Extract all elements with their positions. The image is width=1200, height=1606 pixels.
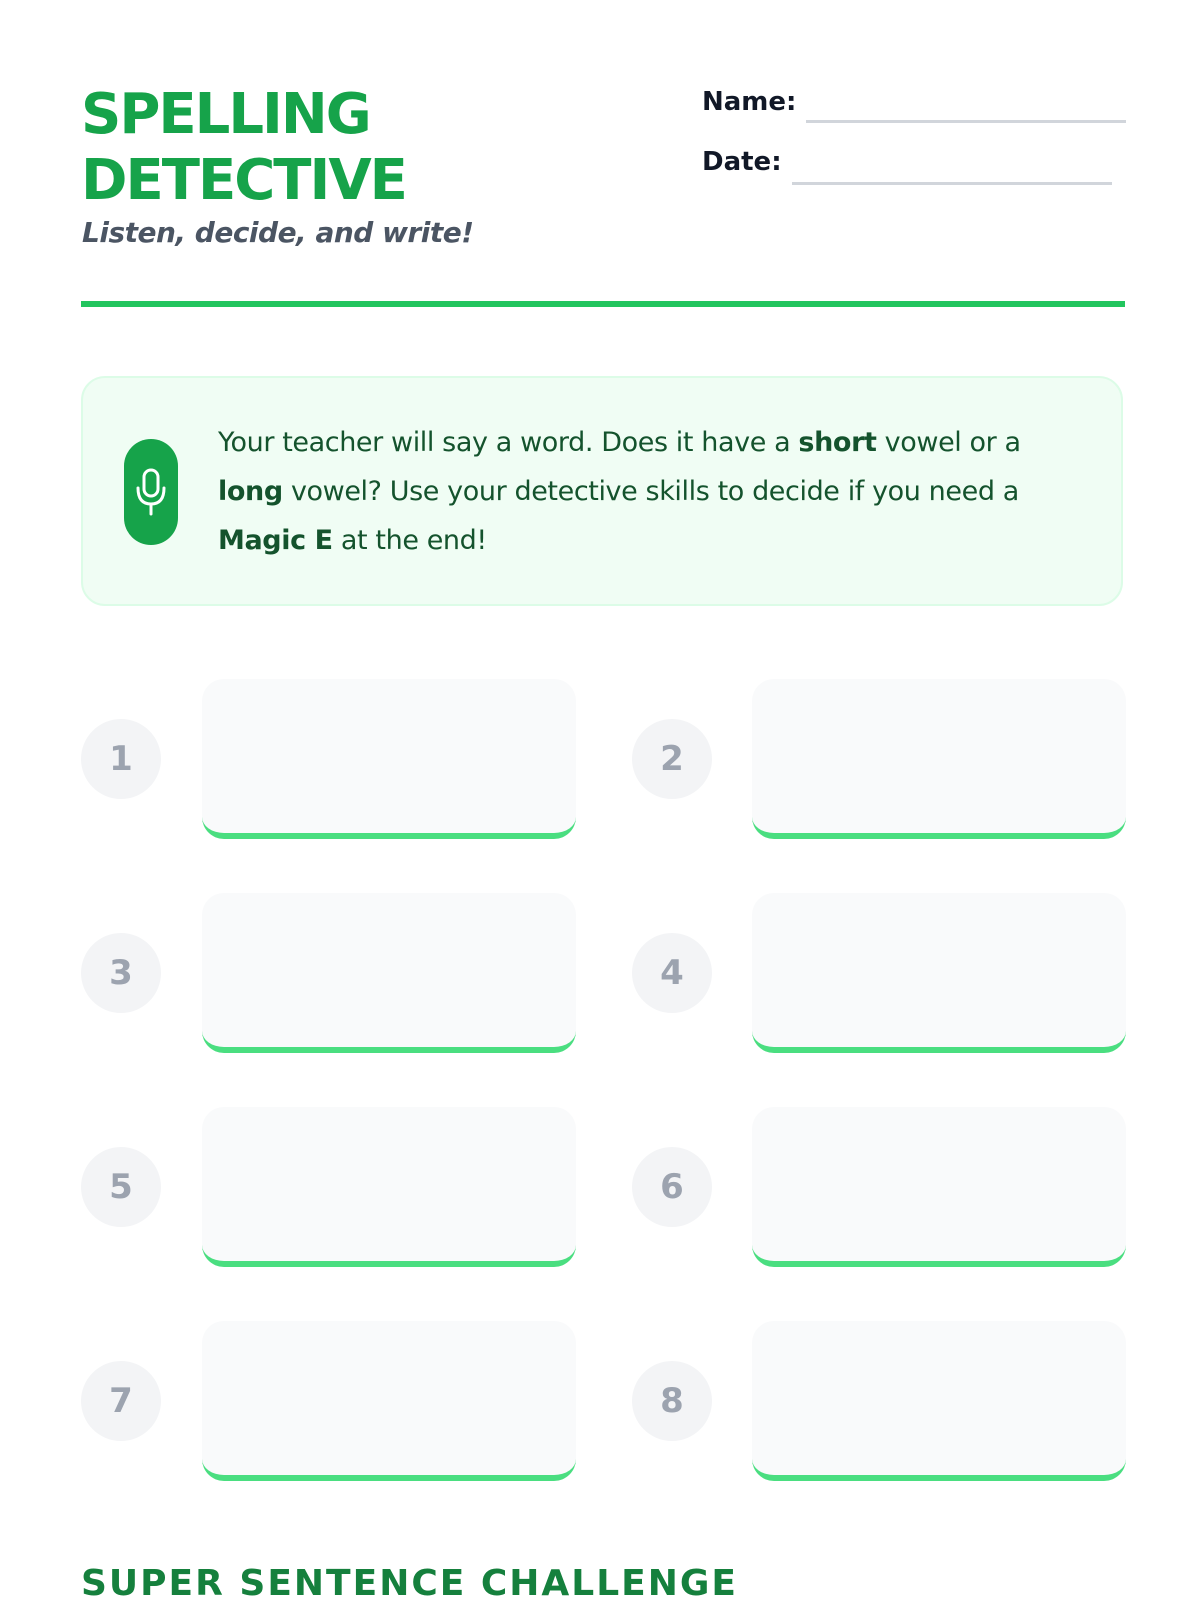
instructions-bold-short: short: [798, 427, 877, 458]
answer-box[interactable]: [202, 1321, 576, 1481]
item-number: 8: [632, 1361, 712, 1441]
item-number: 1: [81, 719, 161, 799]
item-number: 3: [81, 933, 161, 1013]
item-number: 7: [81, 1361, 161, 1441]
instructions-text-part: vowel? Use your detective skills to decide if you need a: [282, 476, 1019, 507]
instructions-text: [218, 418, 1078, 565]
title-line-1: SPELLING: [81, 82, 370, 147]
answer-box[interactable]: [752, 679, 1126, 839]
answer-box[interactable]: [202, 893, 576, 1053]
date-field[interactable]: [792, 182, 1112, 185]
instructions-text-part: vowel or a: [876, 427, 1021, 458]
answer-box[interactable]: [752, 893, 1126, 1053]
instructions-text-part: Your teacher will say a word. Does it have a: [218, 427, 799, 458]
answer-box[interactable]: [752, 1107, 1126, 1267]
answer-box[interactable]: [202, 679, 576, 839]
answer-box[interactable]: [752, 1321, 1126, 1481]
instructions-bold-long: long: [218, 476, 283, 507]
page-subtitle: Listen, decide, and write!: [82, 216, 474, 249]
instructions-text-part: at the end!: [332, 525, 487, 556]
item-number: 5: [81, 1147, 161, 1227]
instructions-bold-magic-e: Magic E: [218, 525, 333, 556]
item-number: 6: [632, 1147, 712, 1227]
section-title: SUPER SENTENCE CHALLENGE: [81, 1563, 739, 1604]
page-title: [81, 82, 406, 214]
item-number: 2: [632, 719, 712, 799]
name-label: Name:: [702, 87, 797, 117]
microphone-icon: [124, 439, 178, 545]
answer-box[interactable]: [202, 1107, 576, 1267]
item-number: 4: [632, 933, 712, 1013]
header-divider: [81, 301, 1125, 307]
date-label: Date:: [702, 147, 782, 177]
title-line-2: DETECTIVE: [81, 148, 406, 213]
name-field[interactable]: [806, 120, 1126, 123]
